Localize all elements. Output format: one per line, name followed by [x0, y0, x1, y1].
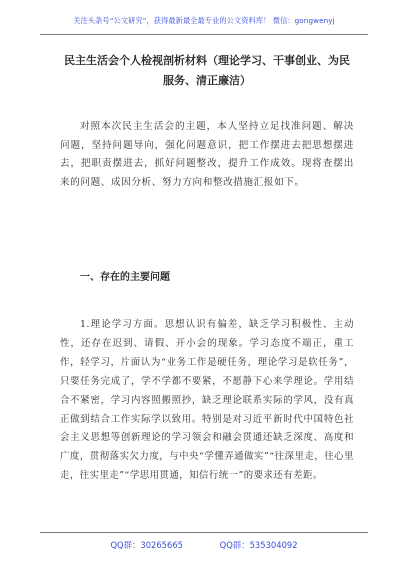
body-paragraph: 1.理论学习方面。思想认识有偏差，缺乏学习积极性、主动性，还存在迟到、请假、开小会的现象。学习态度不端正，重工作，轻学习，片面认为“业务工作是硬任务，理论学习是软任务”，只要任务完成了，学不学都不要紧，不愿静下心来学理论。学用结合不紧密，学习内容照搬照抄，缺乏理论联系实际的学风，没有真正做到结合工作实际学以致用。特别是对习近平新时代中国特色社会主义思想等创新理论的学习领会和融会贯通还缺乏深度、高度和广度，贯彻落实欠力度，与中央“学懂弄通做实”“往深里走，往心里走，往实里走”“学思用贯通，知信行统一”的要求还有差距。: [60, 319, 354, 482]
footer-rule: [40, 532, 368, 533]
header-promo-text: 关注头条号“公文研究”，获得最新最全最专业的公文资料库！ 微信：gongwenyj: [73, 16, 335, 25]
footer-qq-group-2: QQ群：535304092: [219, 540, 298, 550]
footer-qq-group-1: QQ群：30265665: [110, 540, 183, 550]
header-rule: [40, 6, 368, 35]
intro-paragraph: 对照本次民主生活会的主题，本人坚持立足找准问题、解决问题，坚持问题导向，强化问题意识，把工作摆进去把思想摆进去，把职责摆进去，抓好问题整改，提升工作成效。现将查摆出来的问题、成因分析、努力方向和整改措施汇报如下。: [60, 121, 354, 188]
section-heading: 一、存在的主要问题: [80, 272, 170, 283]
document-title: 民主生活会个人检视剖析材料（理论学习、干事创业、为民服务、清正廉洁）: [64, 54, 350, 87]
footer: [0, 539, 408, 551]
